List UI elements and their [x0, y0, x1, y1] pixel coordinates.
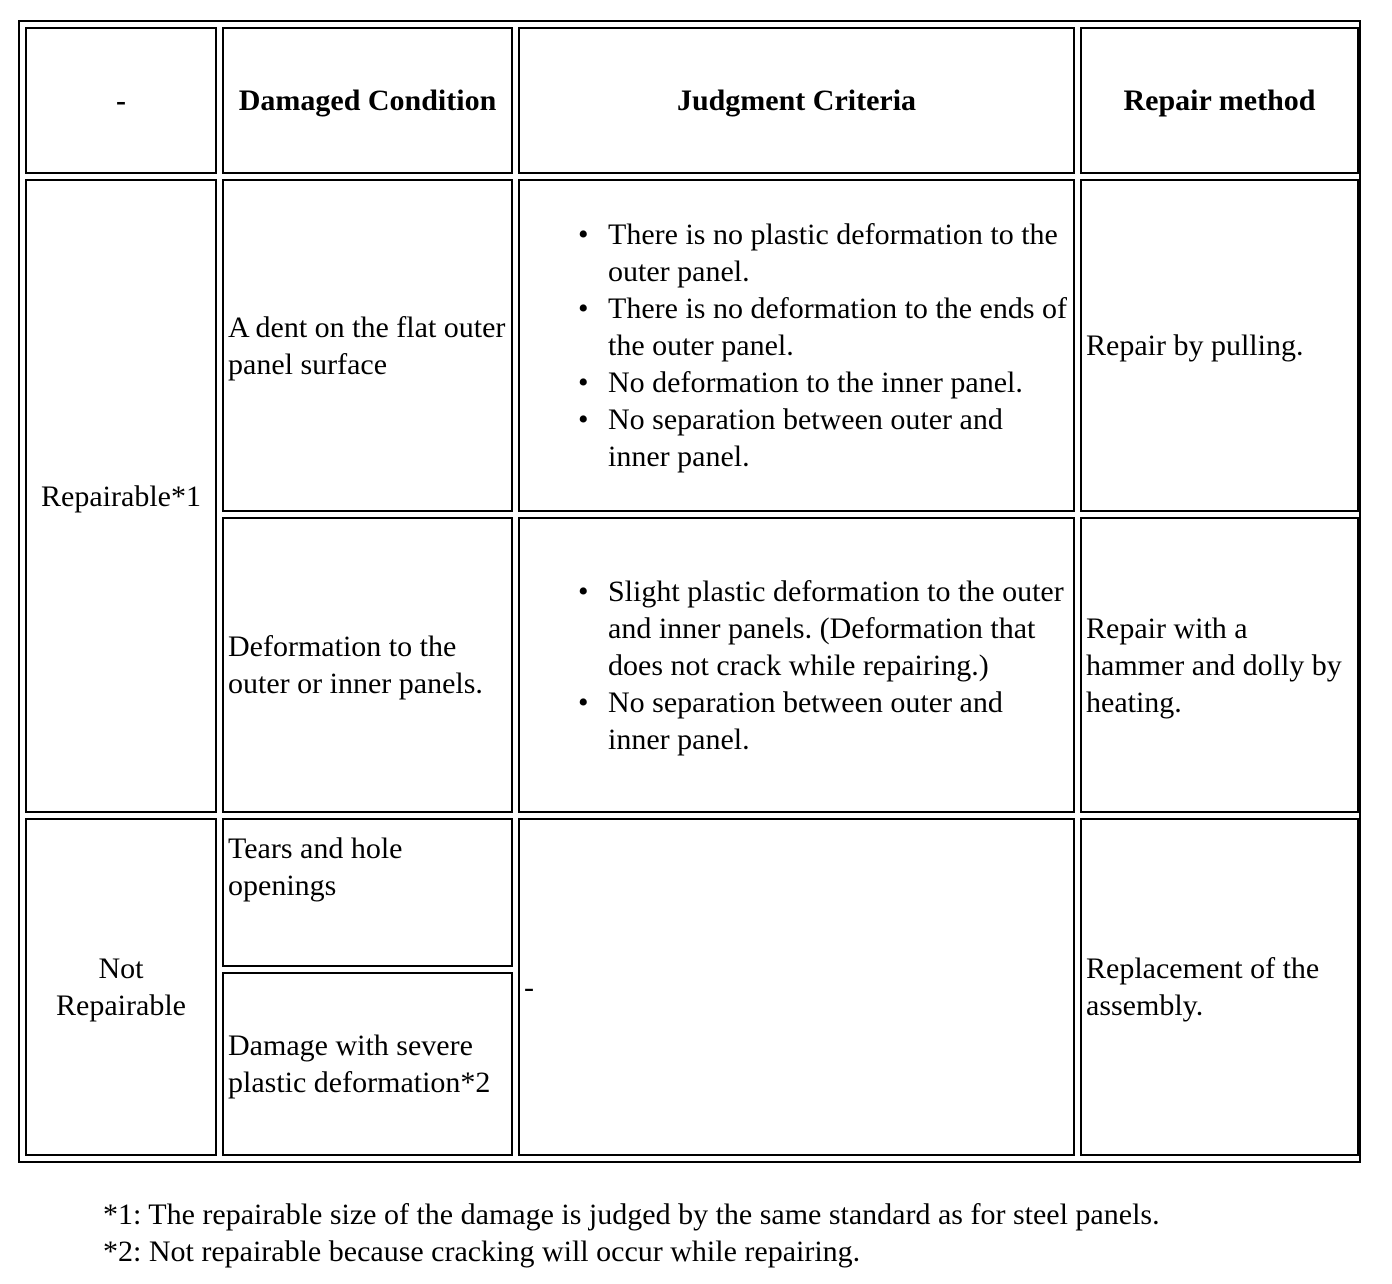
repair-cell: Repair with a hammer and dolly by heating.	[1080, 517, 1359, 814]
criteria-cell	[518, 517, 1075, 814]
header-judgment-criteria: Judgment Criteria	[518, 27, 1075, 174]
footnote: *2: Not repairable because cracking will occur while repairing.	[103, 1235, 861, 1268]
criteria-cell: -	[518, 818, 1075, 1156]
damage-repair-table	[20, 22, 1364, 1161]
criteria-item: • There is no plastic deformation to the outer panel.	[608, 216, 1069, 290]
table-row	[25, 517, 1359, 814]
repair-cell: Repair by pulling.	[1080, 179, 1359, 512]
criteria-item: • Slight plastic deformation to the outer and inner panels. (Deformation that does not crack while repairing.)	[608, 573, 1069, 684]
condition-cell: Damage with severe plastic deformation*2	[222, 972, 513, 1156]
criteria-list	[524, 216, 1069, 475]
condition-cell: A dent on the flat outer panel surface	[222, 179, 513, 512]
criteria-cell	[518, 179, 1075, 512]
table-row	[25, 818, 1359, 966]
footnote: *1: The repairable size of the damage is judged by the same standard as for steel panels.	[103, 1198, 1160, 1231]
category-not-repairable: Not Repairable	[25, 818, 217, 1156]
repair-cell: Replacement of the assembly.	[1080, 818, 1359, 1156]
table-row	[25, 179, 1359, 512]
header-row	[25, 27, 1359, 174]
condition-cell: Deformation to the outer or inner panels.	[222, 517, 513, 814]
criteria-list	[524, 573, 1069, 758]
header-repair-method: Repair method	[1080, 27, 1359, 174]
header-category: -	[25, 27, 217, 174]
criteria-item: • There is no deformation to the ends of the outer panel.	[608, 290, 1069, 364]
header-damaged-condition: Damaged Condition	[222, 27, 513, 174]
criteria-item: • No separation between outer and inner panel.	[608, 401, 1069, 475]
footnotes	[103, 1196, 1160, 1270]
condition-cell: Tears and hole openings	[222, 818, 513, 966]
criteria-item: • No deformation to the inner panel.	[608, 364, 1069, 401]
criteria-item: • No separation between outer and inner panel.	[608, 684, 1069, 758]
category-repairable: Repairable*1	[25, 179, 217, 813]
